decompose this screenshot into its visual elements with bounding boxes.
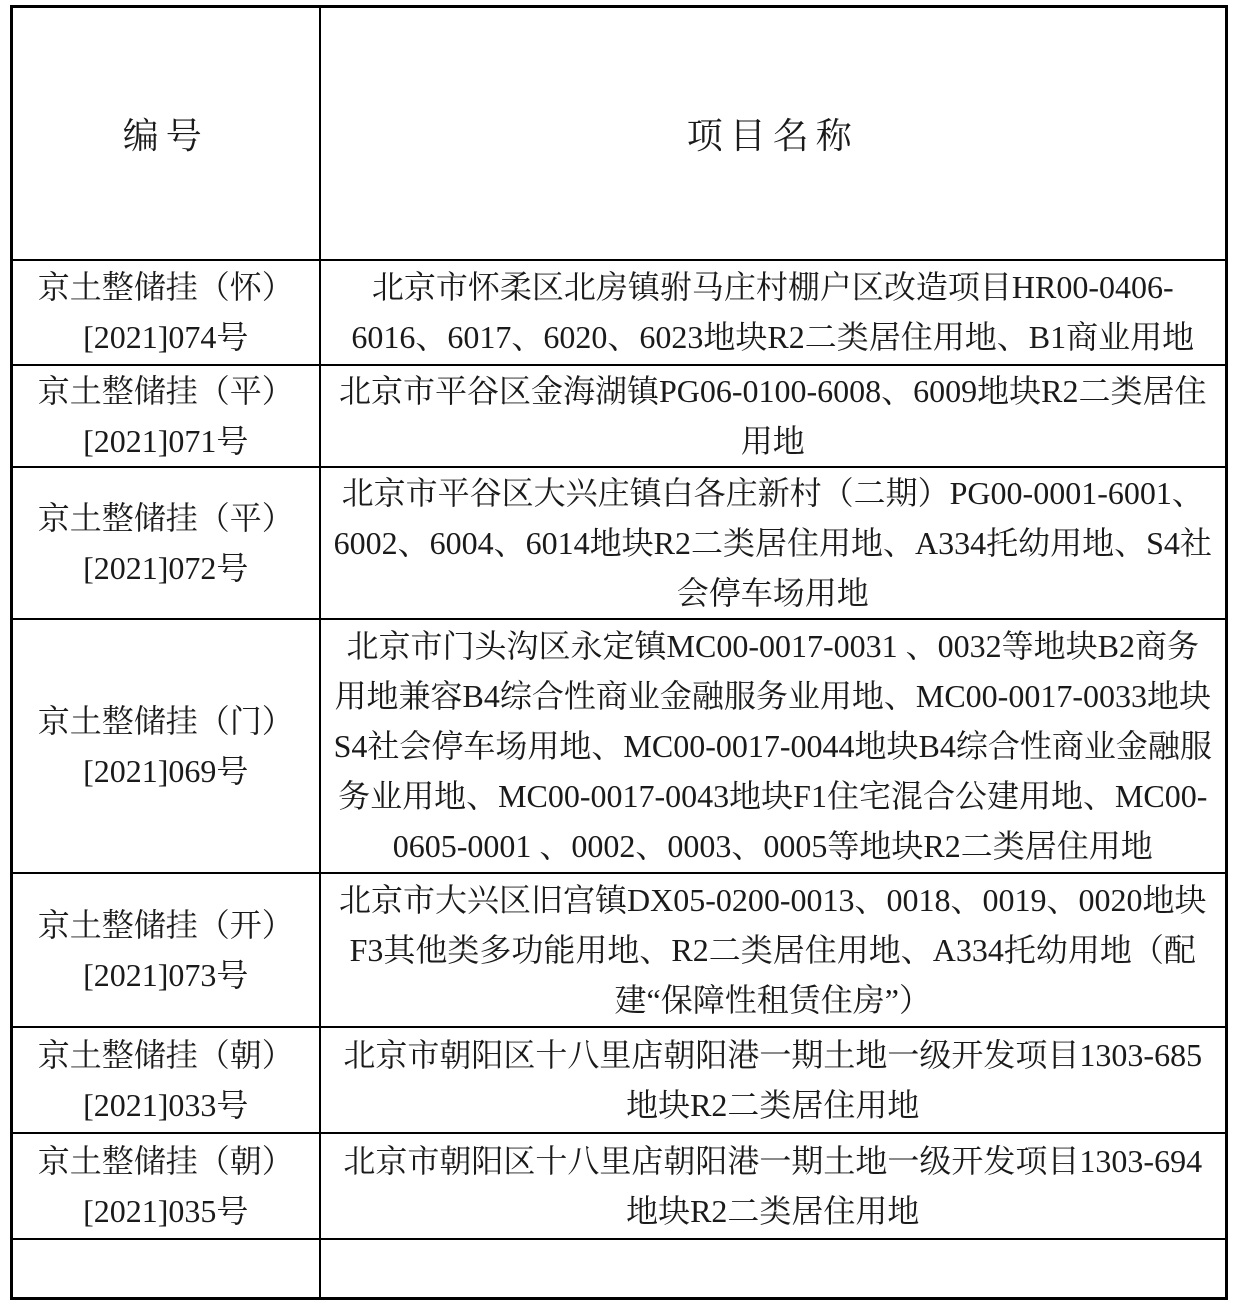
row-project-cell: 北京市门头沟区永定镇MC00-0017-0031 、0032等地块B2商务用地兼容B4综合性商业金融服务业用地、MC00-0017-0033地块S4社会停车场用地、MC00-0017-0044地块B4综合性商业金融服务业用地、MC00-0017-0043地块F1住宅混合公建用地、MC00-0605-0001 、0002、0003、0005等地块R2二类居住用地 [320,619,1227,873]
code-line-2: [2021]069号 [83,752,249,789]
row-code-cell [12,1133,320,1239]
code-line-1: 京土整储挂（朝） [37,1142,294,1179]
table-row [12,1027,1227,1133]
code-line-2: [2021]071号 [83,422,249,459]
row-code-cell [12,467,320,619]
row-project-cell: 北京市平谷区金海湖镇PG06-0100-6008、6009地块R2二类居住用地 [320,365,1227,467]
row-project-cell: 北京市朝阳区十八里店朝阳港一期土地一级开发项目1303-685地块R2二类居住用地 [320,1027,1227,1133]
table-row [12,260,1227,365]
row-code-cell [12,1239,320,1299]
project-listing-table [10,5,1228,1300]
code-column-header: 编号 [12,7,320,260]
code-line-2: [2021]073号 [83,956,249,993]
code-line-1: 京土整储挂（平） [37,372,294,409]
code-line-2: [2021]035号 [83,1192,249,1229]
table-row [12,365,1227,467]
code-line-2: [2021]074号 [83,319,249,355]
row-project-cell: 北京市大兴区旧宫镇DX05-0200-0013、0018、0019、0020地块F3其他类多功能用地、R2二类居住用地、A334托幼用地（配建“保障性租赁住房”） [320,873,1227,1027]
row-code-cell [12,1027,320,1133]
table-row [12,467,1227,619]
code-line-1: 京土整储挂（开） [37,906,294,943]
code-line-1: 京土整储挂（朝） [37,1036,294,1073]
project-name-column-header: 项目名称 [320,7,1227,260]
code-line-1: 京土整储挂（门） [37,702,294,739]
row-code-cell [12,260,320,365]
row-project-cell [320,1239,1227,1299]
table-row-partial [12,1239,1227,1299]
code-line-1: 京土整储挂（平） [37,499,294,536]
row-project-cell: 北京市平谷区大兴庄镇白各庄新村（二期）PG00-0001-6001、6002、6004、6014地块R2二类居住用地、A334托幼用地、S4社会停车场用地 [320,467,1227,619]
row-code-cell [12,873,320,1027]
row-project-cell: 北京市朝阳区十八里店朝阳港一期土地一级开发项目1303-694地块R2二类居住用地 [320,1133,1227,1239]
code-line-2: [2021]072号 [83,549,249,586]
table-header-row [12,7,1227,260]
row-project-cell: 北京市怀柔区北房镇驸马庄村棚户区改造项目HR00-0406-6016、6017、6020、6023地块R2二类居住用地、B1商业用地 [320,260,1227,365]
table-row [12,619,1227,873]
row-code-cell [12,365,320,467]
table-row [12,873,1227,1027]
code-line-2: [2021]033号 [83,1086,249,1123]
row-code-cell [12,619,320,873]
code-line-1: 京土整储挂（怀） [37,269,294,305]
table-row [12,1133,1227,1239]
